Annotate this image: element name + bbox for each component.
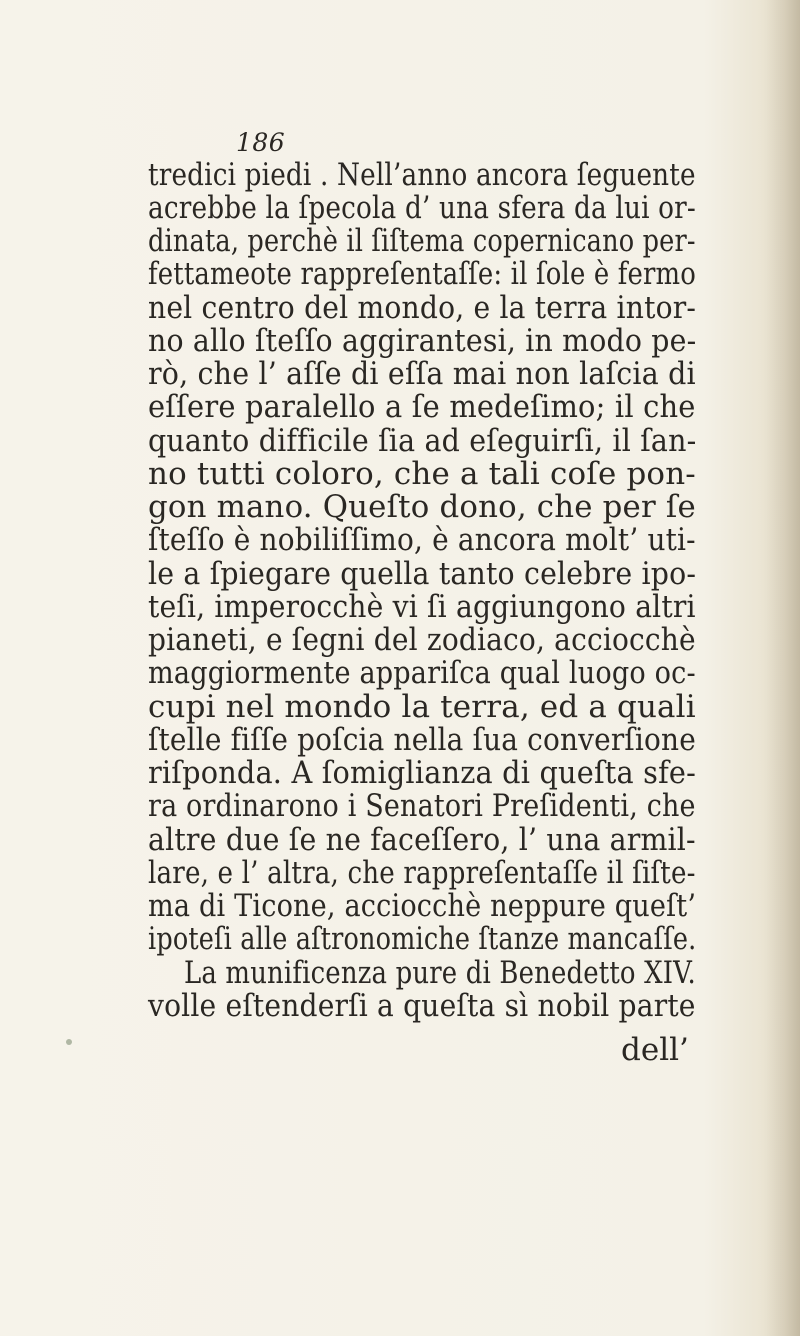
text-line: quanto difficile ſia ad eſeguirſi, il ſan- [148,423,697,459]
page-edge-shadow [766,0,800,1336]
text-line: ipoteſi alle aſtronomiche ſtanze mancaſſe. [148,921,697,957]
text-line: cupi nel mondo la terra, ed a quali [148,689,696,725]
text-line: fettameote rappreſentaſſe: il ſole è fermo [148,256,697,292]
paper-speck [66,1039,72,1045]
text-line: riſponda. A ſomiglianza di queſta sfe- [148,755,697,791]
text-line: nel centro del mondo, e la terra intor- [148,290,697,326]
text-line: ſtelle fiſſe poſcia nella ſua converſione [148,722,696,758]
text-line: le a ſpiegare quella tanto celebre ipo- [148,556,697,592]
text-line: eſſere paralello a ſe medeſimo; il che [148,389,696,425]
text-line: teſi, imperocchè vi ſi aggiungono altri [148,589,696,625]
catchword: dell’ [621,1032,689,1068]
page-number: 186 [236,128,286,157]
text-line: acrebbe la ſpecola d’ una sfera da lui or- [148,190,696,226]
text-line: La munificenza pure di Benedetto XIV. [184,955,696,991]
text-line: ra ordinarono i Senatori Preſidenti, che [148,788,696,824]
text-line: pianeti, e ſegni del zodiaco, acciocchè [148,622,696,658]
text-line: altre due ſe ne faceſſero, l’ una armil- [148,822,696,858]
text-line: gon mano. Queſto dono, che per ſe [148,489,696,525]
text-line: tredici piedi . Nell’anno ancora ſeguente [148,157,696,193]
text-line: ma di Ticone, acciocchè neppure queſt’ [148,888,697,924]
text-line: no allo ſteſſo aggirantesi, in modo pe- [148,323,697,359]
text-line: volle eſtenderſi a queſta sì nobil parte [148,988,696,1024]
text-line: rò, che l’ aſſe di eſſa mai non laſcia di [148,356,696,392]
text-line: dinata, perchè il ſiſtema copernicano per- [148,223,696,259]
text-line: no tutti coloro, che a tali coſe pon- [148,456,696,492]
text-line: maggiormente appariſca qual luogo oc- [148,655,696,691]
text-line: ſteſſo è nobiliſſimo, è ancora molt’ uti- [148,522,696,558]
text-line: lare, e l’ altra, che rappreſentaſſe il ſiſte- [148,855,696,891]
